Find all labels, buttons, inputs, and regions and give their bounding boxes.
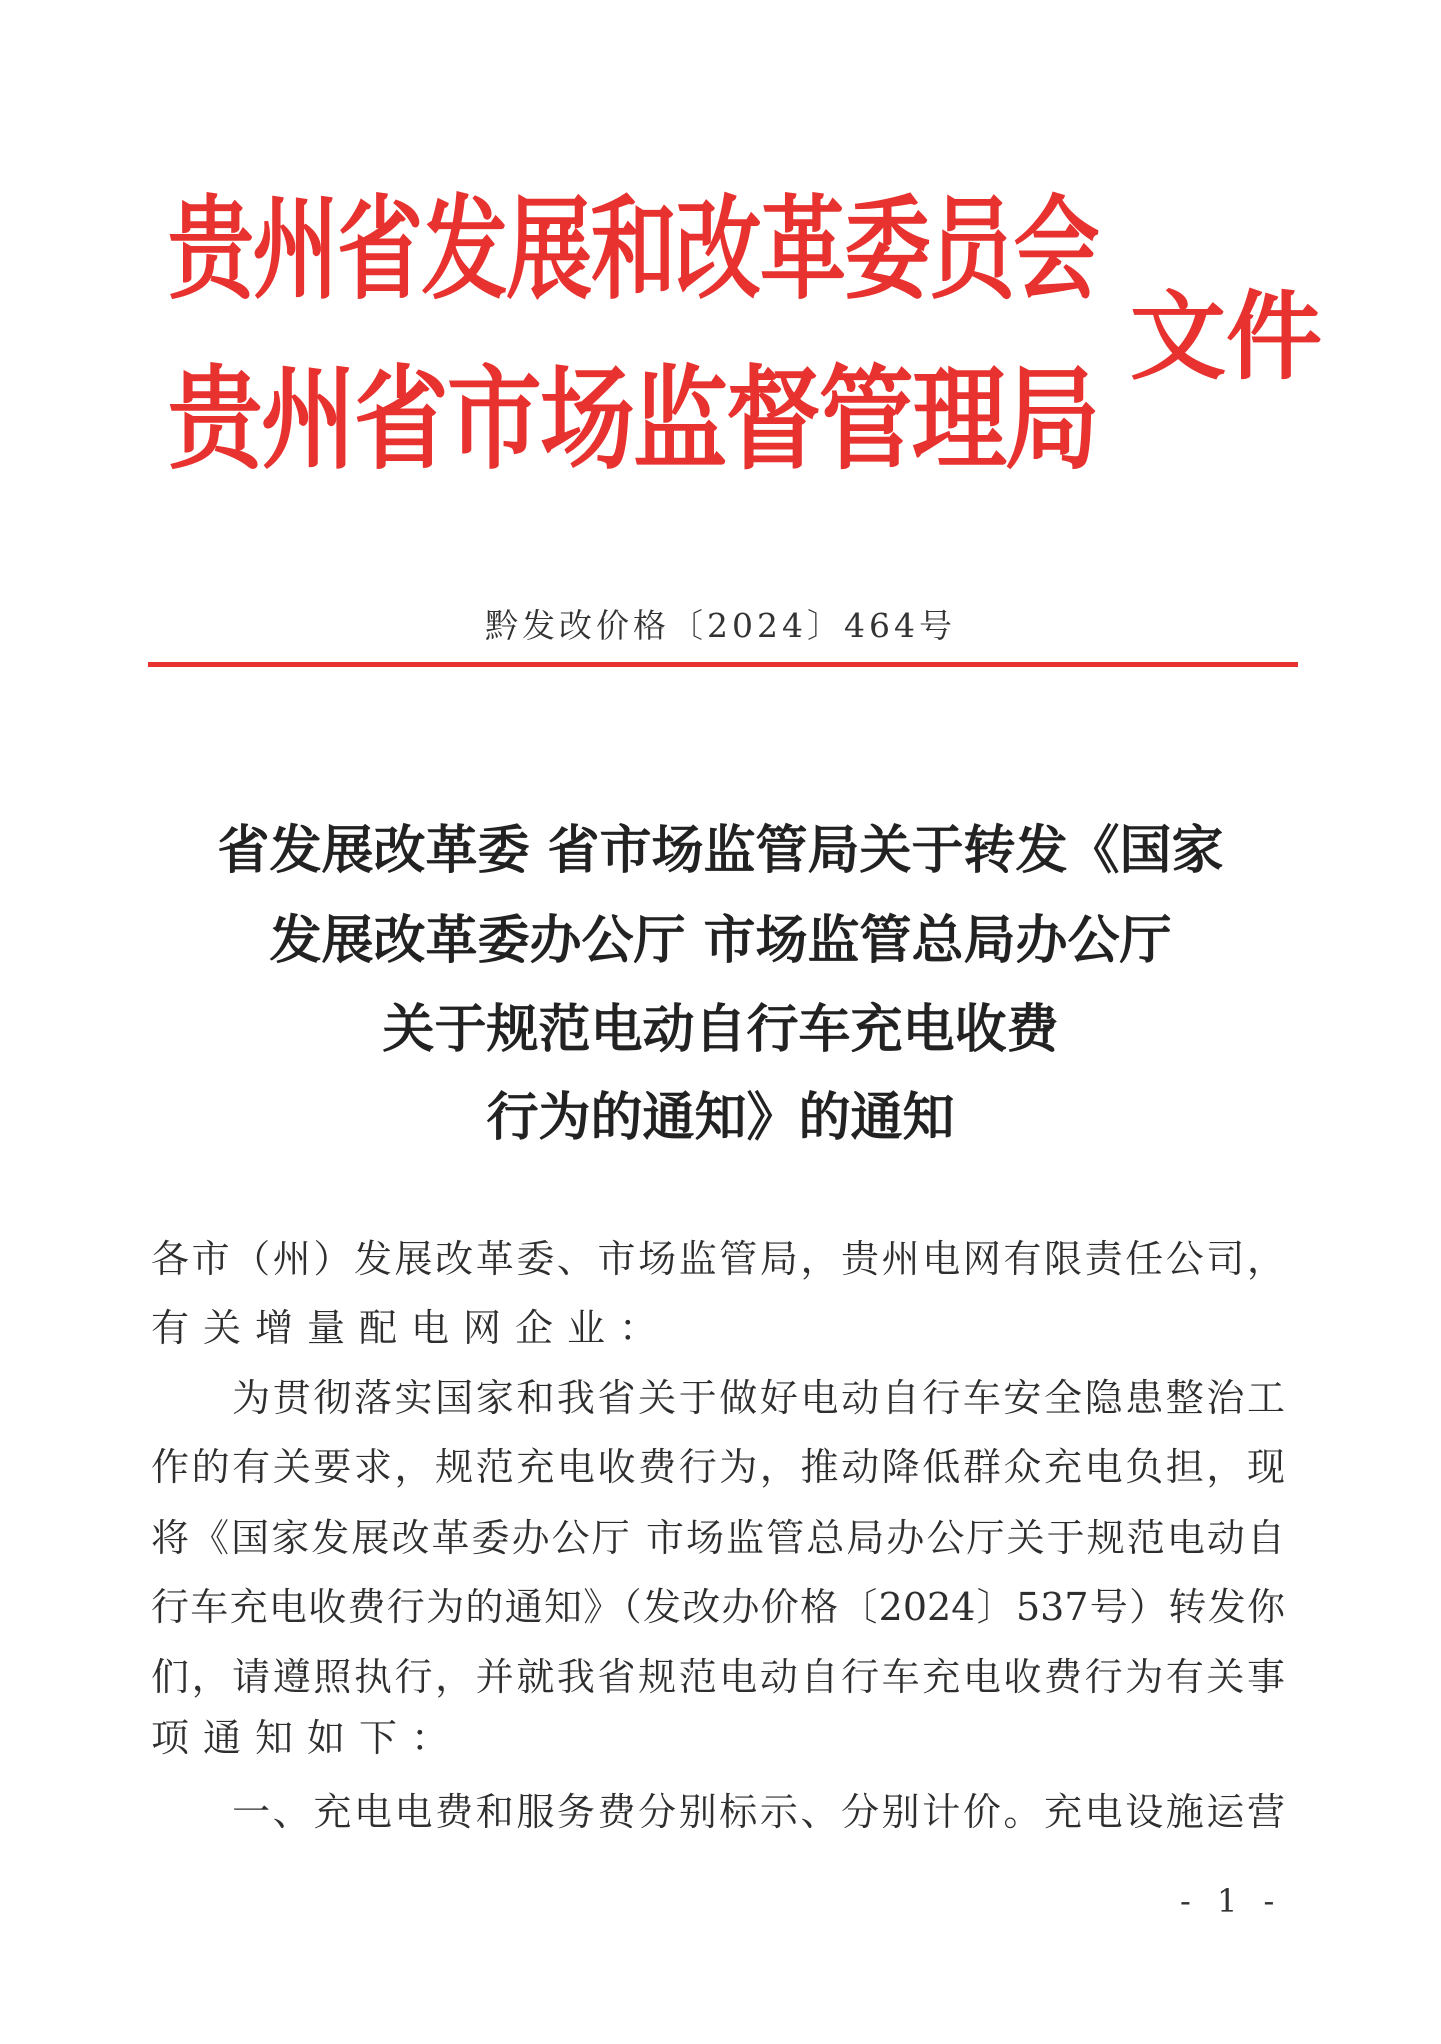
body-line: 将《国家发展改革委办公厅 市场监管总局办公厅关于规范电动自 bbox=[151, 1516, 1285, 1560]
title-line: 行为的通知》的通知 bbox=[486, 1087, 955, 1148]
title-line: 发展改革委办公厅 市场监管总局办公厅 bbox=[269, 910, 1172, 971]
title-line: 省发展改革委 省市场监管局关于转发《国家 bbox=[217, 820, 1224, 881]
body-line: 项通知如下： bbox=[151, 1716, 464, 1760]
body-line: 们，请遵照执行，并就我省规范电动自行车充电收费行为有关事 bbox=[151, 1655, 1285, 1699]
red-divider bbox=[148, 662, 1298, 667]
body-line: 一、充电电费和服务费分别标示、分别计价。充电设施运营 bbox=[151, 1790, 1285, 1834]
body-line: 有关增量配电网企业： bbox=[151, 1306, 672, 1350]
document-suffix: 文件 bbox=[1130, 280, 1322, 393]
body-line: 行车充电收费行为的通知》（发改办价格〔2024〕537号）转发你 bbox=[151, 1585, 1285, 1629]
issuer-name-2: 贵州省市场监督管理局 bbox=[168, 354, 1098, 485]
page-number: - 1 - bbox=[1180, 1882, 1283, 1920]
body-line: 作的有关要求，规范充电收费行为，推动降低群众充电负担，现 bbox=[151, 1445, 1285, 1489]
title-line: 关于规范电动自行车充电收费 bbox=[382, 999, 1059, 1060]
body-line: 各市（州）发展改革委、市场监管局，贵州电网有限责任公司， bbox=[151, 1237, 1285, 1281]
body-line: 为贯彻落实国家和我省关于做好电动自行车安全隐患整治工 bbox=[151, 1376, 1285, 1420]
document-number: 黔发改价格〔2024〕464号 bbox=[485, 606, 956, 645]
issuer-name-1: 贵州省发展和改革委员会 bbox=[168, 184, 1098, 315]
